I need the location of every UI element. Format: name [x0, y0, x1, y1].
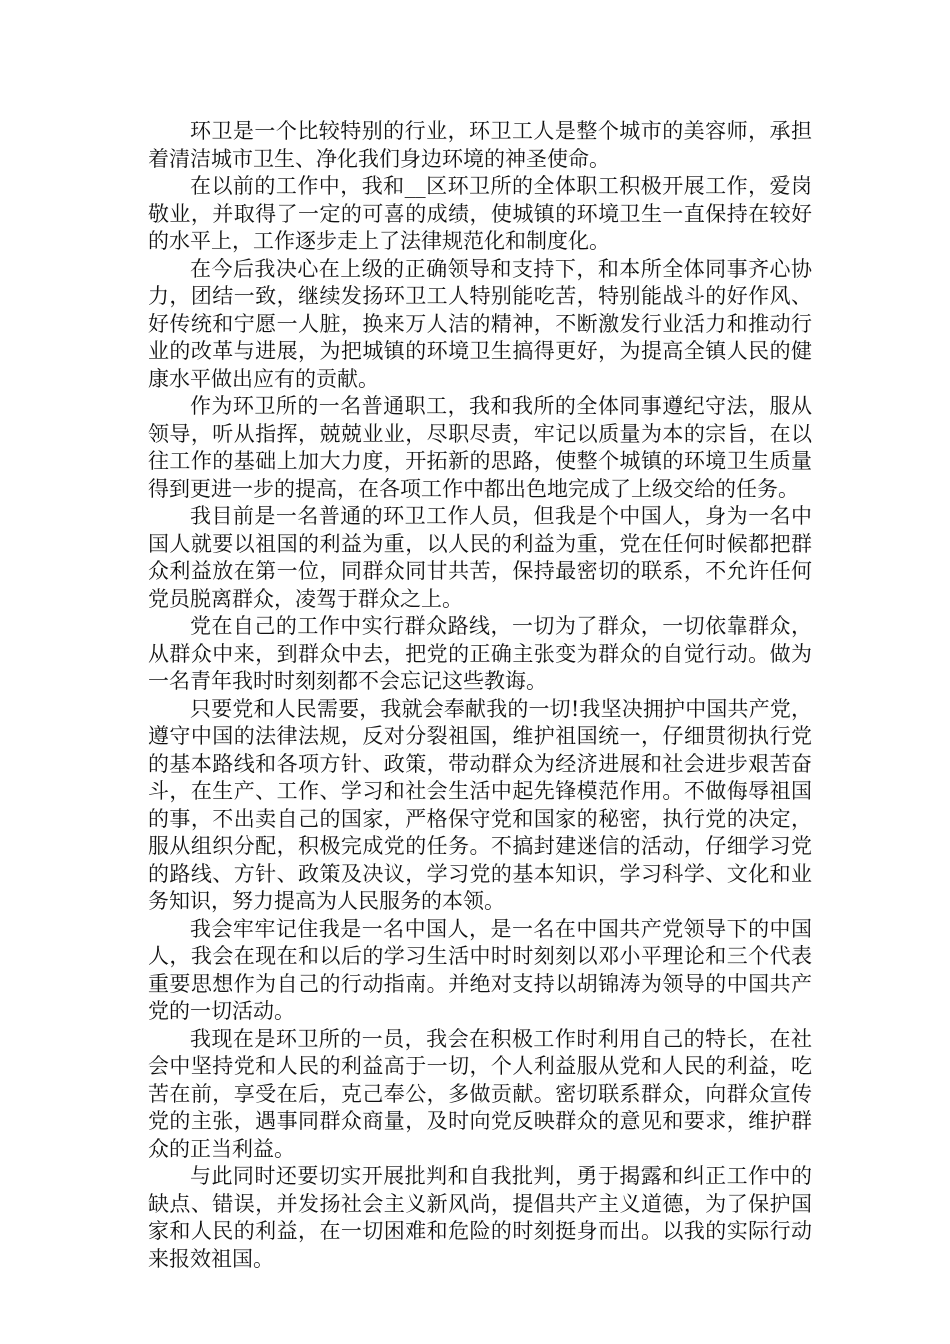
paragraph-5: 我目前是一名普通的环卫工作人员，但我是个中国人，身为一名中国人就要以祖国的利益为重，以人民的利益为重，党在任何时候都把群众利益放在第一位，同群众同甘共苦，保持最密切的联系，不允许任何党员脱离群众，凌驾于群众之上。	[148, 504, 812, 611]
paragraph-2: 在以前的工作中，我和__区环卫所的全体职工积极开展工作，爱岗敬业，并取得了一定的可喜的成绩，使城镇的环境卫生一直保持在较好的水平上，工作逐步走上了法律规范化和制度化。	[148, 174, 812, 253]
paragraph-9: 我现在是环卫所的一员，我会在积极工作时利用自己的特长，在社会中坚持党和人民的利益高于一切，个人利益服从党和人民的利益，吃苦在前，享受在后，克己奉公，多做贡献。密切联系群众，向群众宣传党的主张，遇事同群众商量，及时向党反映群众的意见和要求，维护群众的正当利益。	[148, 1026, 812, 1161]
document-body	[148, 118, 812, 1273]
paragraph-6: 党在自己的工作中实行群众路线，一切为了群众，一切依靠群众，从群众中来，到群众中去，把党的正确主张变为群众的自觉行动。做为一名青年我时时刻刻都不会忘记这些教诲。	[148, 614, 812, 693]
paragraph-8: 我会牢牢记住我是一名中国人，是一名在中国共产党领导下的中国人，我会在现在和以后的学习生活中时时刻刻以邓小平理论和三个代表重要思想作为自己的行动指南。并绝对支持以胡锦涛为领导的中国共产党的一切活动。	[148, 916, 812, 1023]
paragraph-3: 在今后我决心在上级的正确领导和支持下，和本所全体同事齐心协力，团结一致，继续发扬环卫工人特别能吃苦，特别能战斗的好作风、好传统和宁愿一人脏，换来万人洁的精神，不断激发行业活力和推动行业的改革与进展，为把城镇的环境卫生搞得更好，为提高全镇人民的健康水平做出应有的贡献。	[148, 256, 812, 391]
paragraph-10: 与此同时还要切实开展批判和自我批判，勇于揭露和纠正工作中的缺点、错误，并发扬社会主义新风尚，提倡共产主义道德，为了保护国家和人民的利益，在一切困难和危险的时刻挺身而出。以我的实际行动来报效祖国。	[148, 1164, 812, 1271]
paragraph-7: 只要党和人民需要，我就会奉献我的一切!我坚决拥护中国共产党，遵守中国的法律法规，反对分裂祖国，维护祖国统一，仔细贯彻执行党的基本路线和各项方针、政策，带动群众为经济进展和社会进步艰苦奋斗，在生产、工作、学习和社会生活中起先锋模范作用。不做侮辱祖国的事，不出卖自己的国家，严格保守党和国家的秘密，执行党的决定，服从组织分配，积极完成党的任务。不搞封建迷信的活动，仔细学习党的路线、方针、政策及决议，学习党的基本知识，学习科学、文化和业务知识，努力提高为人民服务的本领。	[148, 696, 812, 913]
paragraph-4: 作为环卫所的一名普通职工，我和我所的全体同事遵纪守法，服从领导，听从指挥，兢兢业业，尽职尽责，牢记以质量为本的宗旨，在以往工作的基础上加大力度，开拓新的思路，使整个城镇的环境卫生质量得到更进一步的提高，在各项工作中都出色地完成了上级交给的任务。	[148, 394, 812, 501]
paragraph-1: 环卫是一个比较特别的行业，环卫工人是整个城市的美容师，承担着清洁城市卫生、净化我们身边环境的神圣使命。	[148, 119, 812, 171]
